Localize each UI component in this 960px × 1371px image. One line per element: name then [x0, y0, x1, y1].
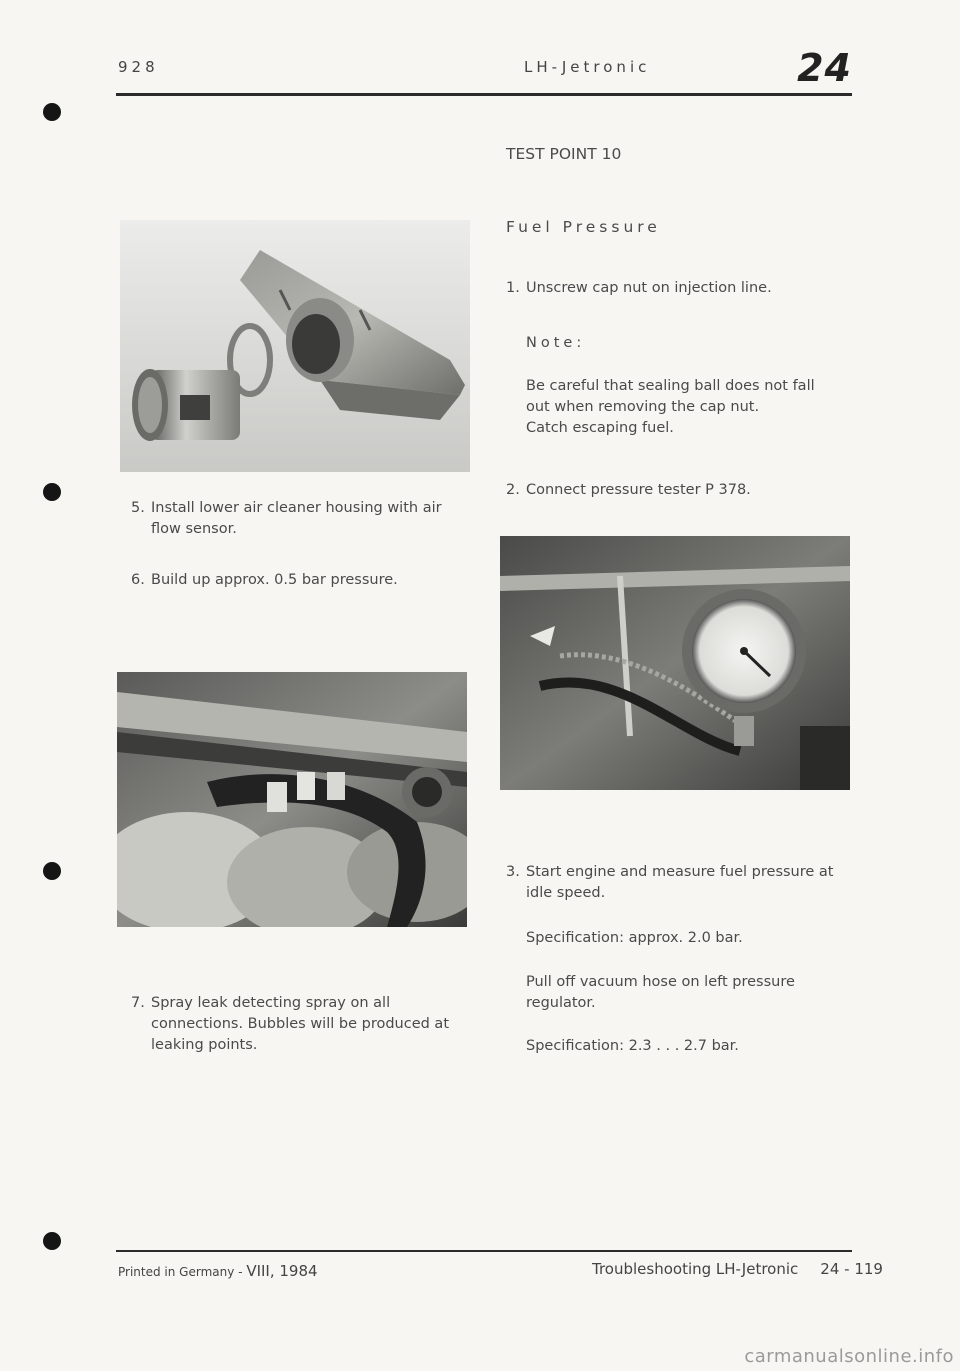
- section-subtitle: Fuel Pressure: [506, 218, 661, 236]
- pressure-tester-photo: [500, 536, 850, 790]
- chapter-number: 24: [797, 46, 852, 90]
- note-label: Note:: [526, 335, 586, 351]
- footer-doc-info: Troubleshooting LH-Jetronic 24 - 119: [592, 1260, 883, 1278]
- header-rule: [116, 93, 852, 96]
- watermark: carmanualsonline.info: [744, 1346, 954, 1367]
- header-model: 928: [118, 58, 159, 76]
- header-section: LH-Jetronic: [524, 58, 651, 76]
- vacuum-hose-instruction: Pull off vacuum hose on left pressure regulator.: [526, 974, 795, 1011]
- step-5: 5. Install lower air cleaner housing with air flow sensor.: [131, 500, 442, 537]
- specification-2: Specification: 2.3 . . . 2.7 bar.: [526, 1038, 739, 1054]
- step-6: 6. Build up approx. 0.5 bar pressure.: [131, 572, 398, 588]
- specification-1: Specification: approx. 2.0 bar.: [526, 930, 743, 946]
- intake-hoses-photo: [117, 672, 467, 927]
- binder-hole: [43, 483, 61, 501]
- binder-hole: [43, 103, 61, 121]
- step-7: 7. Spray leak detecting spray on all connections. Bubbles will be produced at leaking points.: [131, 995, 450, 1053]
- binder-hole: [43, 862, 61, 880]
- footer-print-info: Printed in Germany - VIII, 1984: [118, 1262, 318, 1280]
- test-point-title: TEST POINT 10: [506, 145, 622, 163]
- footer-rule: [116, 1250, 852, 1252]
- step-3: 3. Start engine and measure fuel pressure at idle speed.: [506, 864, 834, 901]
- binder-hole: [43, 1232, 61, 1250]
- note-text: Be careful that sealing ball does not fall out when removing the cap nut. Catch escaping fuel.: [526, 378, 815, 436]
- step-1: 1. Unscrew cap nut on injection line.: [506, 280, 772, 296]
- step-2: 2. Connect pressure tester P 378.: [506, 482, 751, 498]
- air-flow-sensor-photo: [120, 220, 470, 472]
